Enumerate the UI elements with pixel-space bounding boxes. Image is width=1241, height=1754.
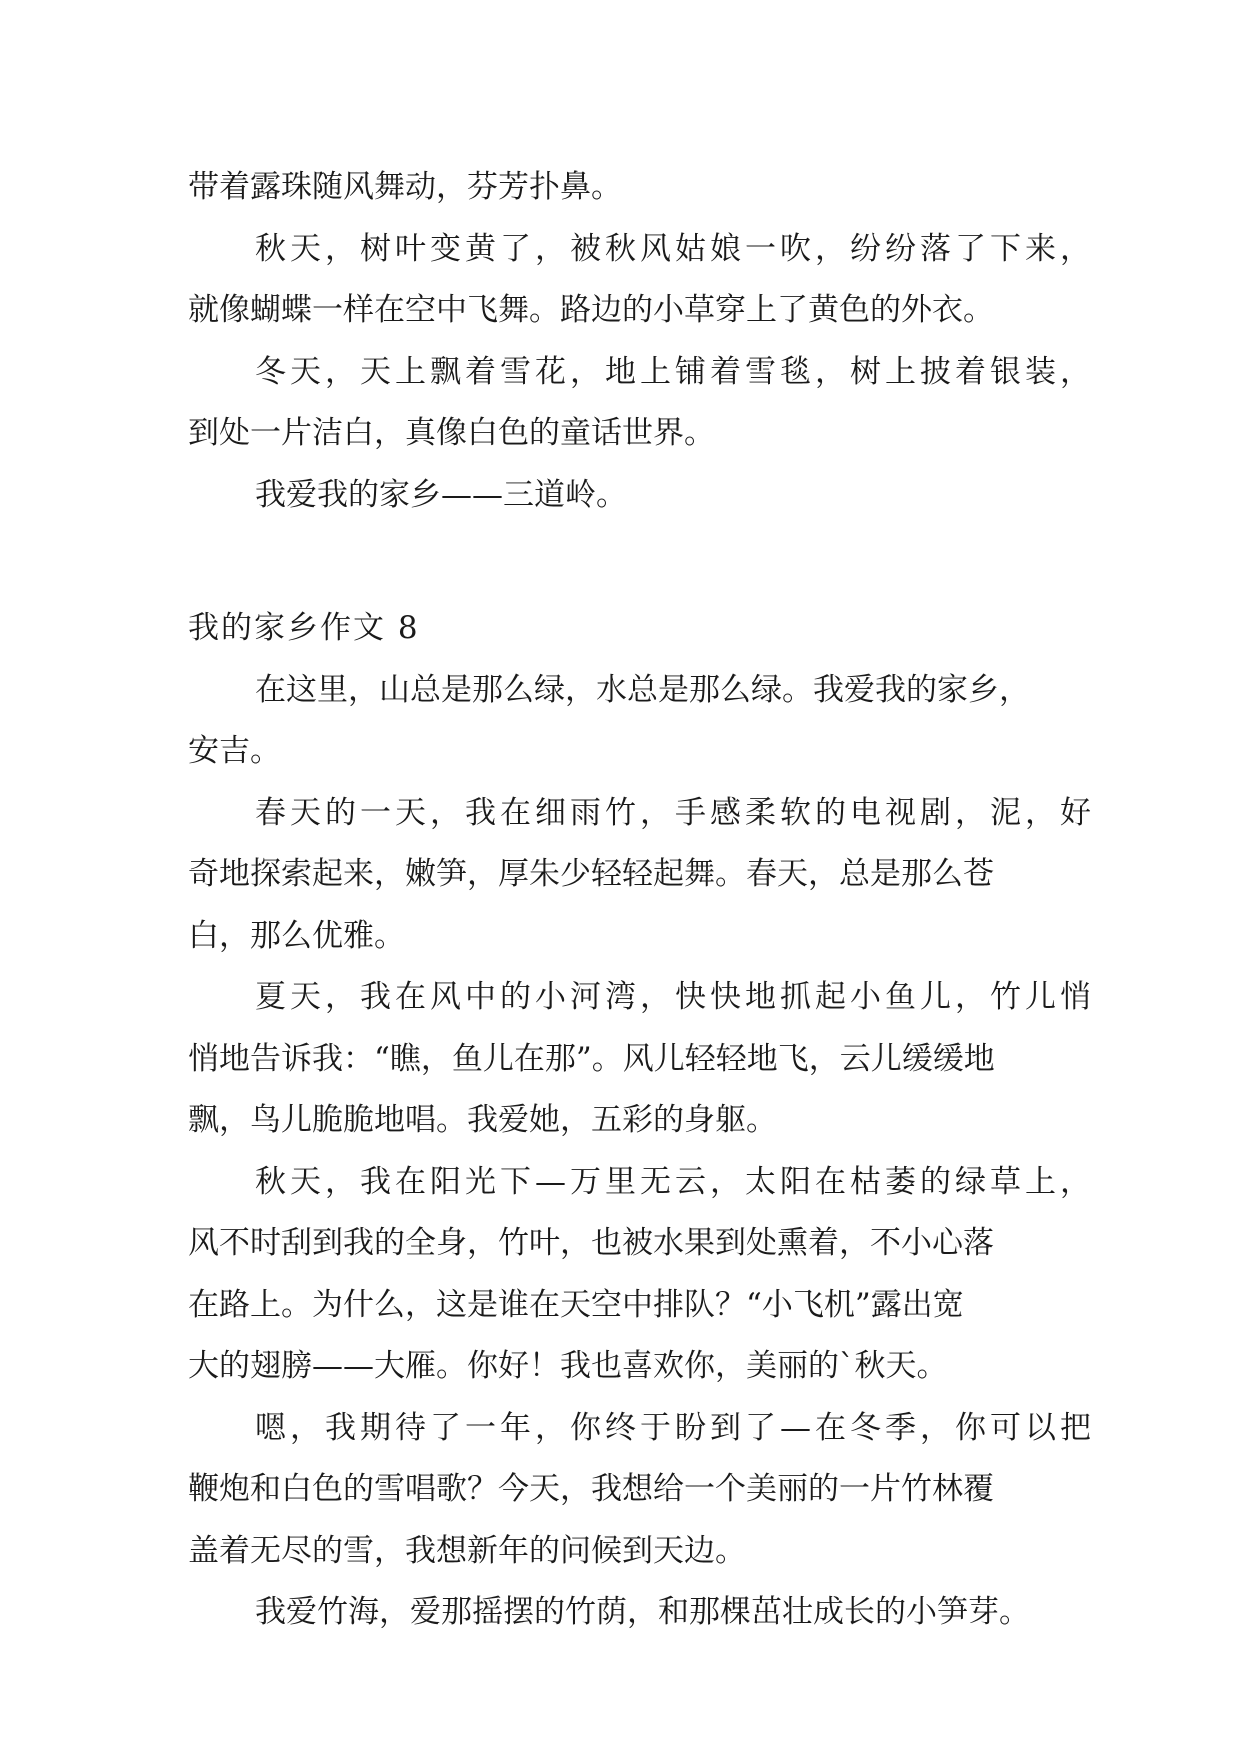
- paragraph-line: 白，那么优雅。: [188, 917, 405, 954]
- document-body: [188, 157, 1095, 1644]
- paragraph-line: 奇地探索起来，嫩笋，厚朱少轻轻起舞。春天，总是那么苍: [188, 856, 994, 892]
- paragraph-line: 春天的一天，我在细雨竹，手感柔软的电视剧，泥，好: [255, 794, 1095, 831]
- paragraph-line: 就像蝴蝶一样在空中飞舞。路边的小草穿上了黄色的外衣。: [188, 292, 994, 328]
- paragraph-line: 安吉。: [188, 733, 281, 769]
- section-gap: [188, 526, 1068, 598]
- paragraph-line: 我爱竹海，爱那摇摆的竹荫，和那棵茁壮成长的小笋芽。: [255, 1594, 1030, 1630]
- paragraph-line: 鞭炮和白色的雪唱歌？今天，我想给一个美丽的一片竹林覆: [188, 1471, 994, 1507]
- paragraph-line: 带着露珠随风舞动，芬芳扑鼻。: [188, 169, 622, 205]
- paragraph-line: 悄地告诉我：“瞧，鱼儿在那”。风儿轻轻地飞，云儿缓缓地: [188, 1040, 995, 1077]
- paragraph-line: 到处一片洁白，真像白色的童话世界。: [188, 415, 715, 451]
- paragraph-line: 盖着无尽的雪，我想新年的问候到天边。: [188, 1532, 746, 1569]
- paragraph-line: 秋天，树叶变黄了，被秋风姑娘一吹，纷纷落了下来，: [255, 230, 1095, 267]
- paragraph-line: 大的翅膀——大雁。你好！我也喜欢你，美丽的`秋天。: [188, 1348, 948, 1384]
- paragraph-line: 冬天，天上飘着雪花，地上铺着雪毯，树上披着银装，: [255, 353, 1095, 390]
- paragraph-line: 风不时刮到我的全身，竹叶，也被水果到处熏着，不小心落: [188, 1225, 994, 1261]
- paragraph-line: 我爱我的家乡——三道岭。: [255, 476, 627, 513]
- paragraph-line: 秋天，我在阳光下—万里无云，太阳在枯萎的绿草上，: [255, 1163, 1095, 1200]
- section-title: 我的家乡作文 8: [188, 610, 420, 646]
- paragraph-line: 嗯，我期待了一年，你终于盼到了—在冬季，你可以把: [255, 1409, 1095, 1446]
- paragraph-line: 在这里，山总是那么绿，水总是那么绿。我爱我的家乡，: [255, 671, 1030, 708]
- paragraph-line: 在路上。为什么，这是谁在天空中排队？“小飞机”露出宽: [188, 1286, 964, 1323]
- paragraph-line: 夏天，我在风中的小河湾，快快地抓起小鱼儿，竹儿悄: [255, 979, 1095, 1015]
- paragraph-line: 飘，鸟儿脆脆地唱。我爱她，五彩的身躯。: [188, 1102, 777, 1138]
